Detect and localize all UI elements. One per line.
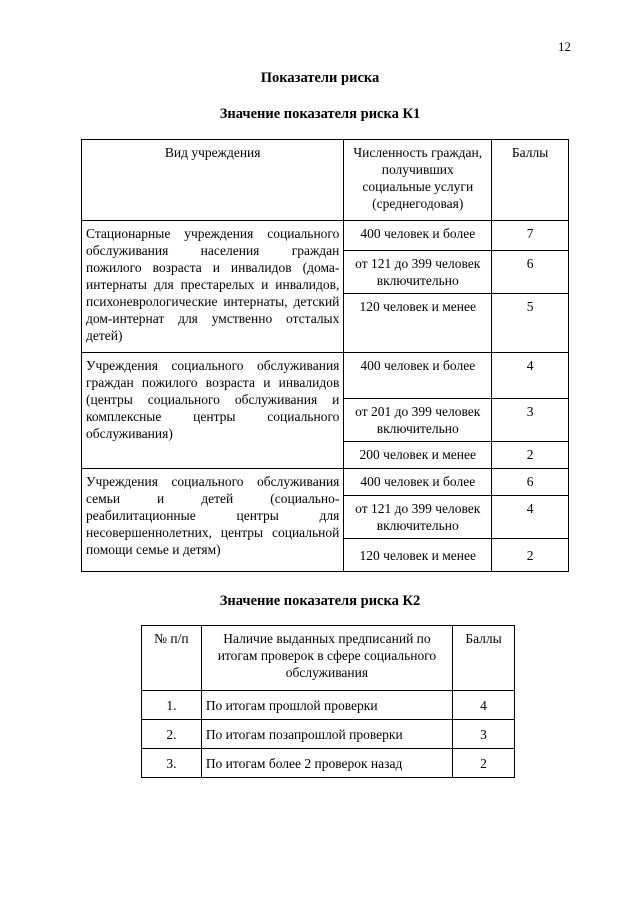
page-number: 12 [558,39,571,54]
k1-score-cell: 2 [492,442,569,469]
k2-text-cell: По итогам прошлой проверки [201,691,452,720]
k1-header-type: Вид учреждения [82,140,344,221]
k1-table [81,139,569,572]
k1-type-cell: Учреждения социального обслуживания граждан пожилого возраста и инвалидов (центры социального обслуживания и комплексные центры социального обслуживания) [82,353,344,469]
k1-score-cell: 5 [492,294,569,353]
k1-score-cell: 3 [492,399,569,442]
table-row [82,469,569,496]
k1-title: Значение показателя риска К1 [219,106,421,122]
k1-score-cell: 4 [492,496,569,539]
k2-header-num: № п/п [142,626,202,691]
k1-score-cell: 6 [492,469,569,496]
table-row [142,720,515,749]
k1-score-cell: 4 [492,353,569,399]
k2-header-score: Баллы [453,626,515,691]
k2-score-cell: 4 [453,691,515,720]
section-heading: Показатели риска [260,70,380,86]
k1-score-cell: 7 [492,221,569,251]
table-row [82,221,569,251]
table-row [142,691,515,720]
k2-table [141,625,515,778]
k2-num-cell: 1. [142,691,202,720]
k1-type-cell: Стационарные учреждения социального обслуживания населения граждан пожилого возраста и инвалидов (дома-интернаты для престарелых и инвалидов, психоневрологические интернаты, детский дом-интернат для умственно отсталых детей) [82,221,344,353]
k1-count-cell: от 201 до 399 человек включительно [344,399,492,442]
table-row [82,353,569,399]
k1-count-cell: 400 человек и более [344,469,492,496]
k1-count-cell: 120 человек и менее [344,294,492,353]
k1-header-count: Численность граждан, получивших социальные услуги (среднегодовая) [344,140,492,221]
k2-text-cell: По итогам позапрошлой проверки [201,720,452,749]
k1-count-cell: от 121 до 399 человек включительно [344,496,492,539]
k1-type-cell: Учреждения социального обслуживания семьи и детей (социально-реабилитационные центры для несовершеннолетних, центры социальной помощи семье и детям) [82,469,344,572]
k2-header-text: Наличие выданных предписаний по итогам проверок в сфере социального обслуживания [201,626,452,691]
k1-count-cell: 200 человек и менее [344,442,492,469]
k2-num-cell: 2. [142,720,202,749]
k1-count-cell: 120 человек и менее [344,539,492,572]
k2-score-cell: 2 [453,749,515,778]
k2-score-cell: 3 [453,720,515,749]
k1-header-score: Баллы [492,140,569,221]
table-row [142,749,515,778]
k2-title: Значение показателя риска К2 [219,593,421,609]
k2-header-row [142,626,515,691]
k2-num-cell: 3. [142,749,202,778]
k1-score-cell: 6 [492,251,569,294]
k1-header-row [82,140,569,221]
k1-count-cell: от 121 до 399 человек включительно [344,251,492,294]
k1-count-cell: 400 человек и более [344,221,492,251]
k2-text-cell: По итогам более 2 проверок назад [201,749,452,778]
k1-count-cell: 400 человек и более [344,353,492,399]
k1-score-cell: 2 [492,539,569,572]
